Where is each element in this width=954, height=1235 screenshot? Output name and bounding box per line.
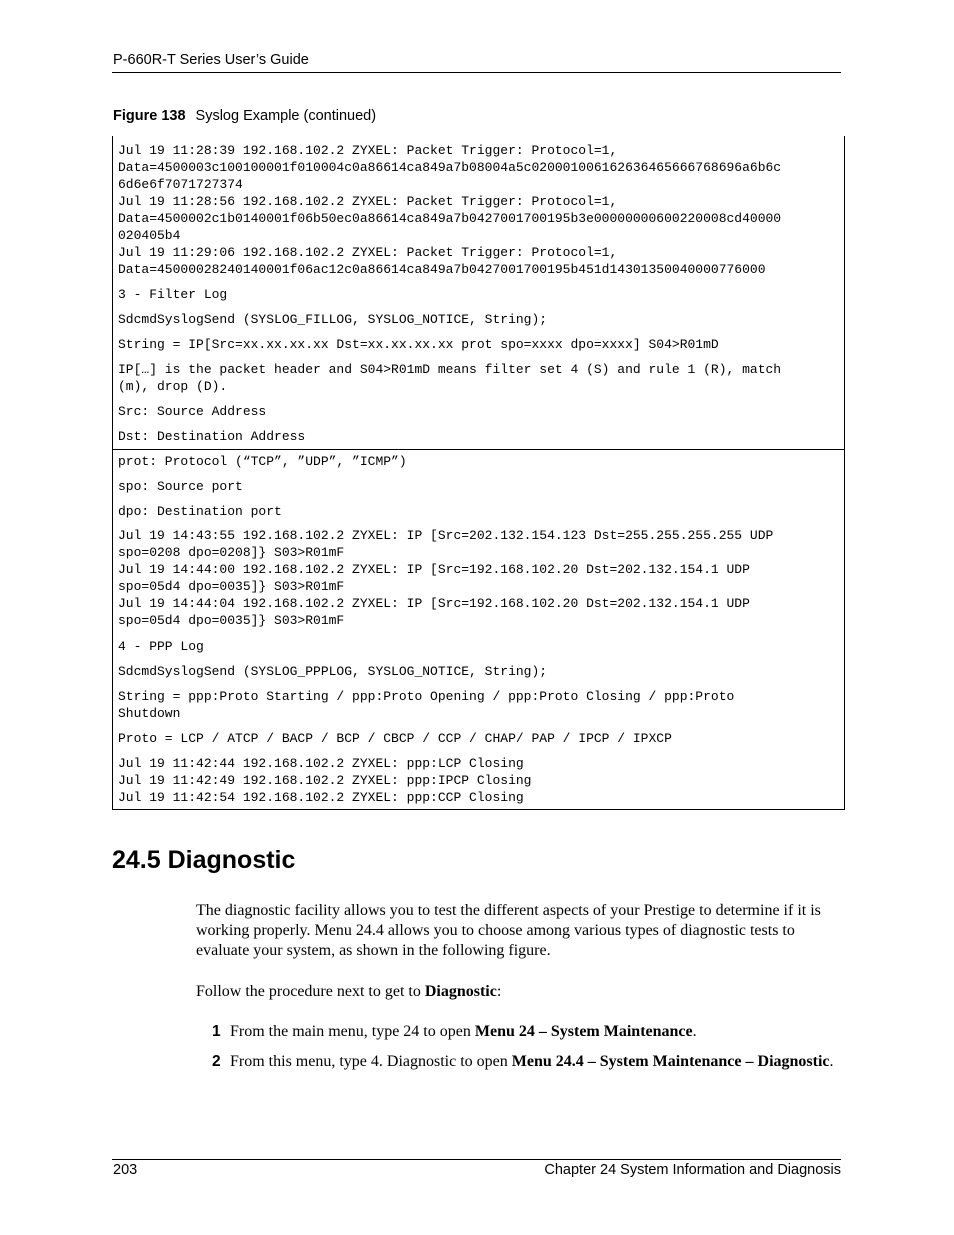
code-line: 3 - Filter Log — [118, 287, 228, 302]
procedure-intro-suffix: : — [496, 983, 502, 1000]
footer-rule — [112, 1159, 841, 1160]
code-line: String = ppp:Proto Starting / ppp:Proto Opening / ppp:Proto Closing / ppp:Proto — [118, 689, 735, 704]
code-line: spo: Source port — [118, 479, 243, 494]
step-suffix: . — [692, 1023, 697, 1040]
running-header-title: P-660R-T Series User’s Guide — [113, 52, 309, 68]
code-line: Jul 19 11:42:54 192.168.102.2 ZYXEL: ppp:CCP Closing — [118, 790, 524, 805]
code-line: Jul 19 11:42:44 192.168.102.2 ZYXEL: ppp:LCP Closing — [118, 756, 524, 771]
code-line: Jul 19 14:44:04 192.168.102.2 ZYXEL: IP [Src=192.168.102.20 Dst=202.132.154.1 UDP — [118, 596, 750, 611]
figure-label: Figure 138 — [113, 108, 186, 124]
code-line: 6d6e6f7071727374 — [118, 177, 243, 192]
code-line: spo=0208 dpo=0208]} S03>R01mF — [118, 545, 345, 560]
section-heading: 24.5 Diagnostic — [112, 846, 296, 874]
code-line: String = IP[Src=xx.xx.xx.xx Dst=xx.xx.xx.xx prot spo=xxxx dpo=xxxx] S04>R01mD — [118, 337, 719, 352]
code-line: Data=4500002c1b0140001f06b50ec0a86614ca849a7b0427001700195b3e00000000600220008cd40000 — [118, 211, 782, 226]
procedure-intro-bold: Diagnostic — [424, 983, 497, 1000]
step-text: From the main menu, type 24 to open — [230, 1023, 475, 1040]
code-line: dpo: Destination port — [118, 504, 282, 519]
step-number: 2 — [212, 1053, 221, 1070]
code-line: Jul 19 11:28:39 192.168.102.2 ZYXEL: Packet Trigger: Protocol=1, — [118, 143, 618, 158]
code-box-divider — [113, 449, 844, 450]
code-line: Proto = LCP / ATCP / BACP / BCP / CBCP / CCP / CHAP/ PAP / IPCP / IPXCP — [118, 731, 672, 746]
code-line: SdcmdSyslogSend (SYSLOG_PPPLOG, SYSLOG_NOTICE, String); — [118, 664, 548, 679]
code-line: 020405b4 — [118, 228, 181, 243]
page-number: 203 — [113, 1162, 138, 1178]
intro-paragraph: The diagnostic facility allows you to test the different aspects of your Prestige to determine if it is working properly. Menu 24.4 allows you to choose among various types of diagnostic tests to evaluate your system, as shown in the following figure. — [196, 902, 821, 959]
step-menu-name: Menu 24 – System Maintenance — [474, 1023, 693, 1040]
procedure-intro-text: Follow the procedure next to get to — [196, 983, 425, 1000]
code-line: Data=4500003c100100001f010004c0a86614ca849a7b08004a5c020001006162636465666768696a6b6c — [118, 160, 782, 175]
figure-caption — [113, 108, 376, 124]
step-suffix: . — [829, 1053, 834, 1070]
syslog-example-box — [112, 136, 845, 810]
chapter-title: Chapter 24 System Information and Diagnosis — [544, 1162, 841, 1178]
code-line: Jul 19 11:28:56 192.168.102.2 ZYXEL: Packet Trigger: Protocol=1, — [118, 194, 618, 209]
code-line: Jul 19 14:44:00 192.168.102.2 ZYXEL: IP [Src=192.168.102.20 Dst=202.132.154.1 UDP — [118, 562, 750, 577]
procedure-intro — [196, 982, 841, 1002]
step-menu-name: Menu 24.4 – System Maintenance – Diagnostic — [511, 1053, 830, 1070]
code-line: Jul 19 11:29:06 192.168.102.2 ZYXEL: Packet Trigger: Protocol=1, — [118, 245, 618, 260]
code-line: Jul 19 11:42:49 192.168.102.2 ZYXEL: ppp:IPCP Closing — [118, 773, 532, 788]
code-line: spo=05d4 dpo=0035]} S03>R01mF — [118, 613, 345, 628]
header-rule — [112, 72, 841, 73]
step-text: From this menu, type 4. Diagnostic to open — [230, 1053, 512, 1070]
code-line: 4 - PPP Log — [118, 639, 204, 654]
code-line: (m), drop (D). — [118, 379, 228, 394]
code-line: spo=05d4 dpo=0035]} S03>R01mF — [118, 579, 345, 594]
code-line: Src: Source Address — [118, 404, 267, 419]
step-number: 1 — [212, 1023, 221, 1040]
code-line: Shutdown — [118, 706, 181, 721]
code-line: Dst: Destination Address — [118, 429, 306, 444]
code-line: Data=45000028240140001f06ac12c0a86614ca849a7b0427001700195b451d14301350040000776000 — [118, 262, 766, 277]
code-line: SdcmdSyslogSend (SYSLOG_FILLOG, SYSLOG_NOTICE, String); — [118, 312, 548, 327]
code-line: IP[…] is the packet header and S04>R01mD means filter set 4 (S) and rule 1 (R), match — [118, 362, 782, 377]
figure-caption-text: Syslog Example (continued) — [195, 108, 377, 124]
step-item — [212, 1022, 842, 1042]
code-line: prot: Protocol (“TCP”, ”UDP”, ”ICMP”) — [118, 454, 407, 469]
code-line: Jul 19 14:43:55 192.168.102.2 ZYXEL: IP [Src=202.132.154.123 Dst=255.255.255.255 UDP — [118, 528, 774, 543]
step-item — [212, 1052, 842, 1072]
